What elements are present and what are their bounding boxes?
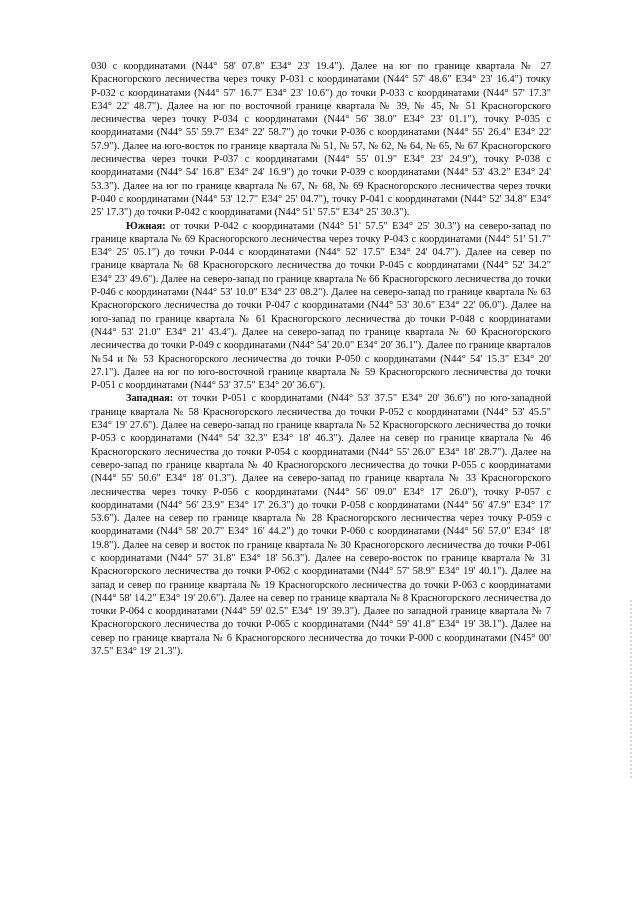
scan-edge-artifact (630, 600, 632, 780)
document-body (91, 60, 551, 658)
paragraph-text: 030 с координатами (N44° 58' 07.8" E34° 23' 19.4"). Далее на юг по границе квартала № 27 Красногорского лесничества через точку Р-031 с координатами (N44° 57' 48.6" E34° 23' 16.4") точку Р-032 с координатами (N44° 57' 16.7" E34° 23' 10.6") до точки Р-033 с координатами (N44° 57' 17.3" E34° 22' 48.7"). Далее на юг по восточной границе квартала № 39, № 45, № 51 Красногорского лесничества через точку Р-034 с координатами (N44° 56' 38.0" E34° 23' 01.1"), точку Р-035 с координатами (N44° 55' 59.7" E34° 22' 58.7") до точки Р-036 с координатами (N44° 55' 26.4" E34° 22' 57.9"). Далее на юго-восток по границе квартала № 51, № 57, № 62, № 64, № 65, № 67 Красногорского лесничества через точки Р-037 с координатами (N44° 55' 01.9" E34° 23' 24.9"), точку Р-038 с координатами (N44° 54' 16.8" E34° 24' 16.9") до точки Р-039 с координатами (N44° 53' 43.2" E34° 24' 53.3"). Далее на юг по границе квартала № 67, № 68, № 69 Красногорского лесничества через точки Р-040 с координатами (N44° 53' 12.7" E34° 25' 04.7"), точку Р-041 с координатами (N44° 52' 34.8" E34° 25' 17.3") до точки Р-042 с координатами (N44° 51' 57.5" E34° 25' 30.3"). (91, 61, 551, 219)
section-heading-west: Западная: (126, 393, 174, 405)
paragraph-east-continued (91, 60, 551, 220)
paragraph-text: от точки Р-042 с координатами (N44° 51' 57.5" E34° 25' 30.3") на северо-запад по границе квартала № 69 Красногорского лесничества через точку Р-043 с координатами (N44° 51' 51.7" E34° 25' 05.1") до точки Р-044 с координатами (N44° 52' 17.5" E34° 24' 04.7"). Далее на север по границе квартала № 68 Красногорского лесничества до точки Р-045 с координатами (N44° 52' 34.2" E34° 23' 49.6"). Далее на северо-запад по границе квартала № 66 Красногорского лесничества до точки Р-046 с координатами (N44° 53' 10.0" E34° 23' 08.2"). Далее на северо-запад по границе квартала № 63 Красногорского лесничества до точки Р-047 с координатами (N44° 53' 30.6" E34° 22' 06.0"). Далее на юго-запад по границе квартала № 61 Красногорского лесничества до точки Р-048 с координатами (N44° 53' 21.0" E34° 21' 43.4"). Далее на северо-запад по границе квартала № 60 Красногорского лесничества до точки Р-049 с координатами (N44° 54' 20.0" E34° 20' 36.1"). Далее по границе кварталов №54 и № 53 Красногорского лесничества до точки Р-050 с координатами (N44° 54' 15.3" E34° 20' 27.1"). Далее на юг по юго-восточной границе квартала № 59 Красногорского лесничества до точки Р-051 с координатами (N44° 53' 37.5" E34° 20' 36.6"). (91, 220, 551, 392)
paragraph-south (91, 220, 551, 393)
paragraph-west (91, 392, 551, 658)
section-heading-south: Южная: (126, 220, 166, 232)
paragraph-text: от точки Р-051 с координатами (N44° 53' 37.5" E34° 20' 36.6") по юго-западной границе квартала № 58 Красногорского лесничества до точки Р-052 с координатами (N44° 53' 45.5" E34° 19' 27.6"). Далее на северо-запад по границе квартала № 52 Красногорского лесничества до точки Р-053 с координатами (N44° 54' 32.3" E34° 18' 46.3"). Далее на север по границе квартала № 46 Красногорского лесничества до точки Р-054 с координатами (N44° 55' 26.0" E34° 18' 28.7"). Далее на северо-запад по границе квартала № 40 Красногорского лесничества до точки Р-055 с координатами (N44° 55' 50.6" E34° 18' 01.3"). Далее на северо-запад по границе квартала № 33 Красногорского лесничества через точку Р-056 с координатами (N44° 56' 09.0" E34° 17' 26.0"), точку Р-057 с координатами (N44° 56' 23.9" E34° 17' 26.3") до точки Р-058 с координатами (N44° 56' 47.9" E34° 17' 53.6"). Далее на север по границе квартала № 28 Красногорского лесничества через точку Р-059 с координатами (N44° 58' 20.7" E34° 16' 44.2") до точки Р-060 с координатами (N44° 56' 57.0" E34° 18' 19.8"). Далее на север и восток по границе квартала № 30 Красногорского лесничества до точки Р-061 с координатами (N44° 57' 31.8" E34° 18' 56.3"). Далее на северо-восток по границе квартала № 31 Красногорского лесничества до точки Р-062 с координатами (N44° 57' 58.9" E34° 19' 40.1"). Далее на запад и север по границе квартала № 19 Красногорского лесничества до точки Р-063 с координатами (N44° 58' 14.2" E34° 19' 20.6"). Далее на север по границе квартала № 8 Красногорского лесничества до точки Р-064 с координатами (N44° 59' 02.5" E34° 19' 39.3"). Далее по западной границе квартала № 7 Красногорского лесничества до точки Р-065 с координатами (N44° 59' 41.8" E34° 19' 38.1"). Далее на север по границе квартала № 6 Красногорского лесничества до точки Р-000 с координатами (N45° 00' 37.5" E34° 19' 21.3"). (91, 393, 551, 658)
